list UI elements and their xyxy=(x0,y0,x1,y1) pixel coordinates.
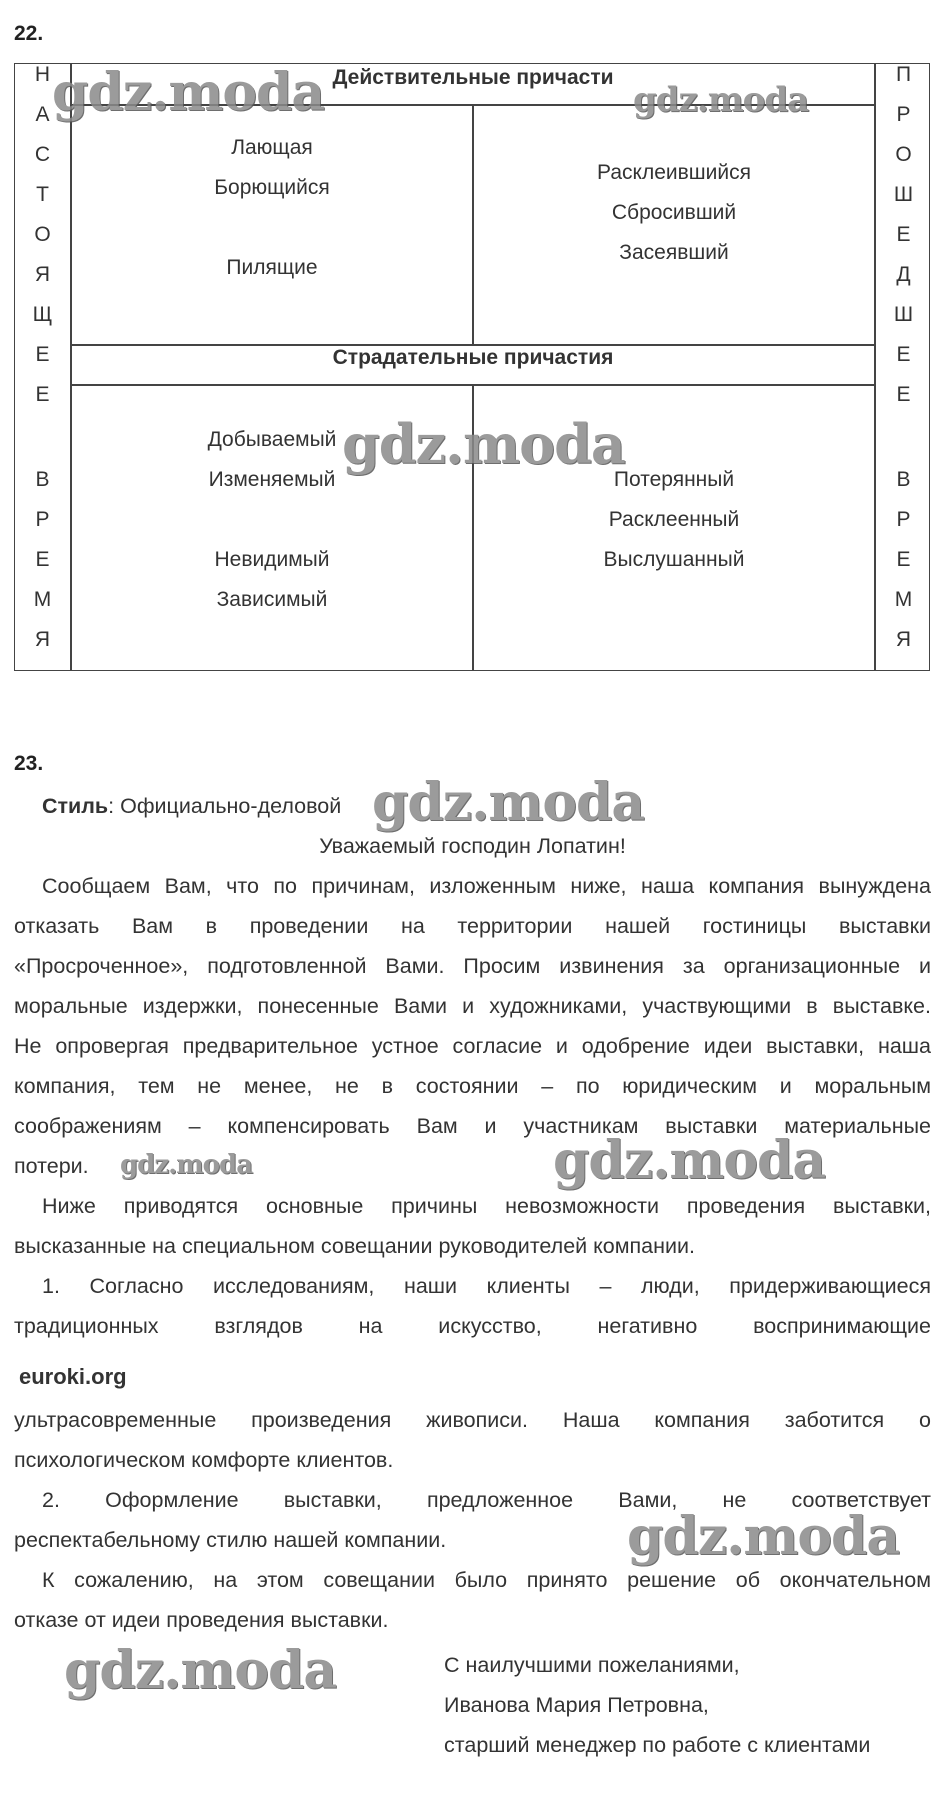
style-label: Стиль xyxy=(42,794,109,818)
word: Невидимый xyxy=(214,548,330,571)
source-label: euroki.org xyxy=(19,1364,127,1389)
left-vertical-label: Н А С Т О Я Щ Е Е В Р Е М Я xyxy=(32,63,53,651)
watermark-logo: gdz.moda xyxy=(120,1150,253,1180)
watermark-logo: gdz.moda xyxy=(627,1506,900,1567)
active-participles-header: Действительные причасти xyxy=(332,66,614,89)
task-number-22: 22. xyxy=(14,22,44,45)
word: Выслушанный xyxy=(603,548,745,571)
word: Лающая xyxy=(231,136,313,159)
participles-table xyxy=(14,63,930,671)
word: Изменяемый xyxy=(208,468,336,491)
word: Добываемый xyxy=(207,428,337,451)
watermark-logo: gdz.moda xyxy=(342,412,625,476)
word: Расклеившийся xyxy=(597,161,751,184)
word: Зависимый xyxy=(216,588,328,611)
greeting: Уважаемый господин Лопатин! xyxy=(319,834,626,858)
style-value: : Официально-деловой xyxy=(108,794,342,818)
passive-participles-header: Страдательные причастия xyxy=(332,346,614,369)
watermark-logo: gdz.moda xyxy=(553,1130,826,1191)
word: Засеявший xyxy=(619,241,729,264)
word: Борющийся xyxy=(214,176,330,199)
word: Сбросивший xyxy=(611,201,737,224)
watermark-logo: gdz.moda xyxy=(633,80,809,120)
word: Расклеенный xyxy=(608,508,740,531)
watermark-logo: gdz.moda xyxy=(52,62,325,123)
watermark-logo: gdz.moda xyxy=(64,1640,337,1701)
active-past-cell xyxy=(474,106,874,344)
right-vertical-label: П Р О Ш Е Д Ш Е Е В Р Е М Я xyxy=(893,63,914,651)
task-number-23: 23. xyxy=(14,752,44,775)
watermark-logo: gdz.moda xyxy=(372,772,645,833)
word: Пилящие xyxy=(226,256,318,279)
active-present-cell xyxy=(72,106,472,344)
word: Потерянный xyxy=(613,468,735,491)
